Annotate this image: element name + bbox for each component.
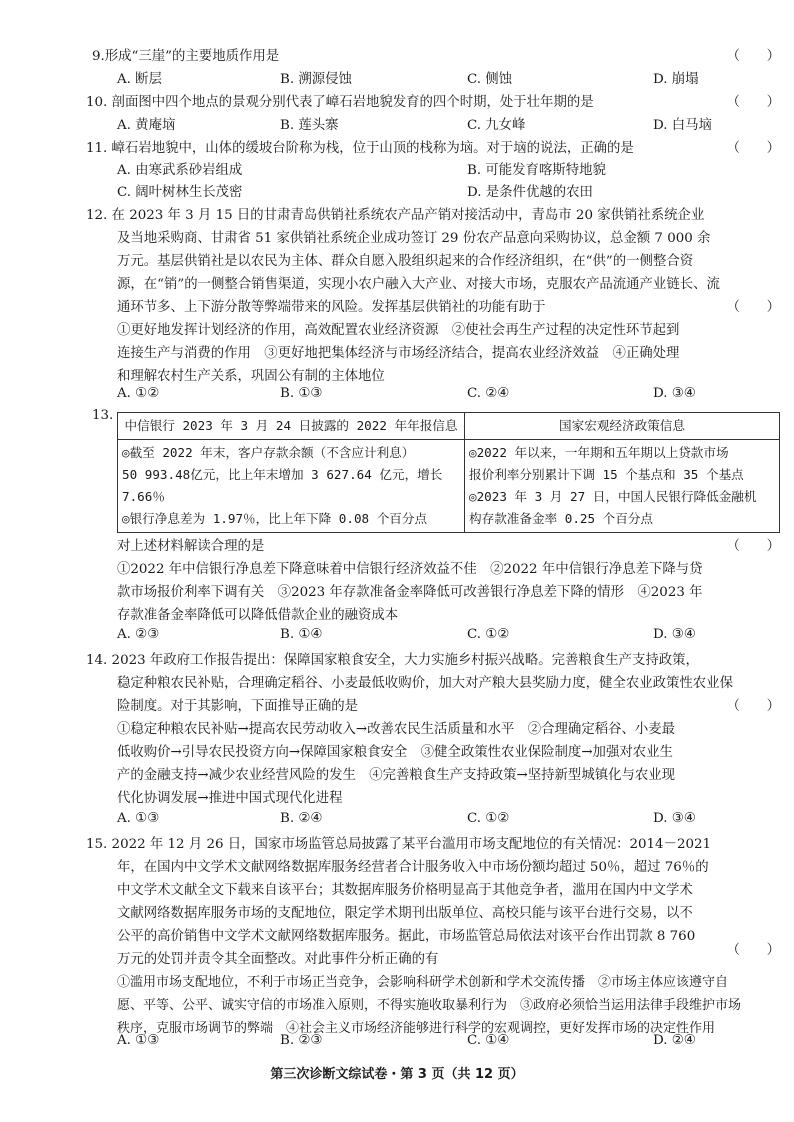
question-10-stem: 10. 剖面图中四个地点的景观分别代表了嶂石岩地貌发育的四个时期，处于壮年期的是 (86, 95, 594, 110)
table-cell-line: 报价利率分别累计下调 15 个基点和 35 个基点 (469, 467, 744, 482)
answer-bracket: （ ） (726, 943, 780, 958)
question-11-stem: 11. 嶂石岩地貌中，山体的缓坡台阶称为栈，位于山顶的栈称为垴。对于垴的说法，正确的是 (86, 141, 634, 156)
option-b: B. 溯源侵蚀 (280, 72, 352, 87)
question-15-stem-line: 中文学术文献全文下载来自该平台；其数据库服务价格明显高于其他竞争者，滥用在国内中文学术 (117, 883, 693, 898)
option-a: A. ①③ (117, 1033, 160, 1048)
question-12-stem-line: 通环节多、上下游分散等弊端带来的风险。发挥基层供销社的功能有助于 (117, 300, 546, 315)
answer-bracket: （ ） (726, 699, 780, 714)
question-13-choice-line: 款市场报价利率下调有关 ③2023 年存款准备金率降低可改善银行净息差下降的情形 ④2023 年 (117, 585, 703, 600)
option-a: A. 断层 (117, 72, 162, 87)
answer-bracket: （ ） (726, 141, 780, 156)
question-12-choice-line: ①更好地发挥计划经济的作用，高效配置农业经济资源 ②使社会再生产过程的决定性环节起到 (117, 323, 680, 338)
question-15-choice-line: 秩序，克服市场调节的弊端 ④社会主义市场经济能够进行科学的宏观调控，更好发挥市场的决定性作用 (117, 1021, 716, 1036)
option-c: C. 侧蚀 (467, 72, 513, 87)
table-cell-left (118, 440, 465, 533)
table-header-right: 国家宏观经济政策信息 (465, 413, 780, 440)
option-b: B. ②④ (280, 811, 323, 826)
question-15-choice-line: ①滥用市场支配地位，不利于市场正当竞争，会影响科研学术创新和学术交流传播 ②市场主体应该遵守自 (117, 975, 729, 990)
table-cell-line: 构存款准备金率 0.25 个百分点 (469, 511, 654, 526)
table-cell-line: ◎2022 年以来，一年期和五年期以上贷款市场 (469, 445, 729, 460)
option-b: B. ①④ (280, 627, 323, 642)
info-table (117, 412, 780, 533)
option-b: B. ①③ (280, 386, 323, 401)
option-d: D. ③④ (653, 386, 696, 401)
table-cell-line: ◎2023 年 3 月 27 日，中国人民银行降低金融机 (469, 489, 757, 504)
option-d: D. 白马垴 (653, 118, 712, 133)
option-d: D. ③④ (653, 627, 696, 642)
table-cell-right (465, 440, 780, 533)
question-12-stem-line: 源，在“销”的一侧整合销售渠道，实现小农户融入大产业、对接大市场，克服农产品流通产业链长、流 (117, 277, 720, 292)
option-b: B. 可能发育喀斯特地貌 (467, 163, 606, 178)
question-15-stem-line: 年，在国内中文学术文献网络数据库服务经营者合计服务收入中市场份额均超过 50％，超过 76％的 (117, 860, 709, 875)
option-c: C. 阔叶树林生长茂密 (117, 185, 243, 200)
table-cell-line: 7.66％ (122, 489, 165, 504)
question-12-stem-line: 及当地采购商、甘肃省 51 家供销社系统企业成功签订 29 份农产品意向采购协议，总金额 7 000 余 (117, 231, 711, 246)
question-15-stem-line: 文献网络数据库服务市场的支配地位，限定学术期刊出版单位、高校只能与该平台进行交易，以不 (117, 906, 693, 921)
question-13-choice-line: ①2022 年中信银行净息差下降意味着中信银行经济效益不佳 ②2022 年中信银行净息差下降与贷 (117, 562, 703, 577)
answer-bracket: （ ） (726, 95, 780, 110)
question-13-stem: 对上述材料解读合理的是 (117, 539, 265, 554)
question-13-number: 13. (92, 408, 114, 423)
question-13-choice-line: 存款准备金率降低可以降低借款企业的融资成本 (117, 608, 399, 623)
question-14-choice-line: ①稳定种粮农民补贴→提高农民劳动收入→改善农民生活质量和水平 ②合理确定稻谷、小麦最 (117, 722, 676, 737)
question-14-stem-line: 稳定种粮农民补贴，合理确定稻谷、小麦最低收购价，加大对产粮大县奖励力度，健全农业政策性农业保 (117, 676, 733, 691)
option-b: B. ②③ (280, 1033, 323, 1048)
option-d: D. ③④ (653, 811, 696, 826)
option-c: C. 九女峰 (467, 118, 526, 133)
option-a: A. 黄庵垴 (117, 118, 176, 133)
question-14-choice-line: 低收购价→引导农民投资方向→保障国家粮食安全 ③健全政策性农业保险制度→加强对农业生 (117, 745, 673, 760)
option-a: A. ①③ (117, 811, 160, 826)
option-c: C. ①② (467, 811, 510, 826)
option-b: B. 莲头寨 (280, 118, 339, 133)
option-d: D. ②④ (653, 1033, 696, 1048)
table-header-left: 中信银行 2023 年 3 月 24 日披露的 2022 年年报信息 (118, 413, 465, 440)
question-15-choice-line: 愿、平等、公平、诚实守信的市场准入原则，不得实施收取暴利行为 ③政府必须恰当运用法律手段维护市场 (117, 998, 742, 1013)
option-a: A. ②③ (117, 627, 160, 642)
option-c: C. ①② (467, 627, 510, 642)
question-14-choice-line: 代化协调发展→推进中国式现代化进程 (117, 791, 343, 806)
question-14-stem-line: 险制度。对于其影响，下面推导正确的是 (117, 699, 359, 714)
question-14-stem-line: 14. 2023 年政府工作报告提出：保障国家粮食安全，大力实施乡村振兴战略。完善粮食生产支持政策， (86, 653, 699, 668)
question-9-stem: 9.形成“三崖”的主要地质作用是 (92, 49, 280, 64)
question-12-stem-line: 万元。基层供销社是以农民为主体、群众自愿入股组织起来的合作经济组织，在“供”的一侧整合资 (117, 254, 694, 269)
question-12-stem-line: 12. 在 2023 年 3 月 15 日的甘肃青岛供销社系统农产品产销对接活动中，青岛市 20 家供销社系统企业 (86, 208, 705, 223)
question-14-choice-line: 产的金融支持→减少农业经营风险的发生 ④完善粮食生产支持政策→坚持新型城镇化与农业现 (117, 768, 676, 783)
option-d: D. 是条件优越的农田 (467, 185, 593, 200)
question-12-choice-line: 连接生产与消费的作用 ③更好地把集体经济与市场经济结合，提高农业经济效益 ④正确处理 (117, 346, 680, 361)
answer-bracket: （ ） (726, 539, 780, 554)
option-c: C. ②④ (467, 386, 510, 401)
answer-bracket: （ ） (726, 300, 780, 315)
question-12-choice-line: 和理解农村生产关系，巩固公有制的主体地位 (117, 369, 385, 384)
table-cell-line: ◎截至 2022 年末，客户存款余额（不含应计利息） (122, 445, 415, 460)
option-a: A. 由寒武系砂岩组成 (117, 163, 243, 178)
table-cell-line: ◎银行净息差为 1.97％，比上年下降 0.08 个百分点 (122, 511, 428, 526)
option-d: D. 崩塌 (653, 72, 699, 87)
answer-bracket: （ ） (726, 49, 780, 64)
option-a: A. ①② (117, 386, 160, 401)
question-15-stem-line: 万元的处罚并责令其全面整改。对此事件分析正确的有 (117, 952, 439, 967)
question-15-stem-line: 15. 2022 年 12 月 26 日，国家市场监管总局披露了某平台滥用市场支配地位的有关情况：2014－2021 (86, 837, 712, 852)
page-footer: 第三次诊断文综试卷・第 3 页（共 12 页） (270, 1067, 524, 1082)
option-c: C. ①④ (467, 1033, 510, 1048)
question-15-stem-line: 公平的高价销售中文学术文献网络数据库服务。据此，市场监管总局依法对该平台作出罚款 8 760 (117, 929, 696, 944)
table-cell-line: 50 993.48亿元，比上年末增加 3 627.64 亿元，增长 (122, 467, 443, 482)
